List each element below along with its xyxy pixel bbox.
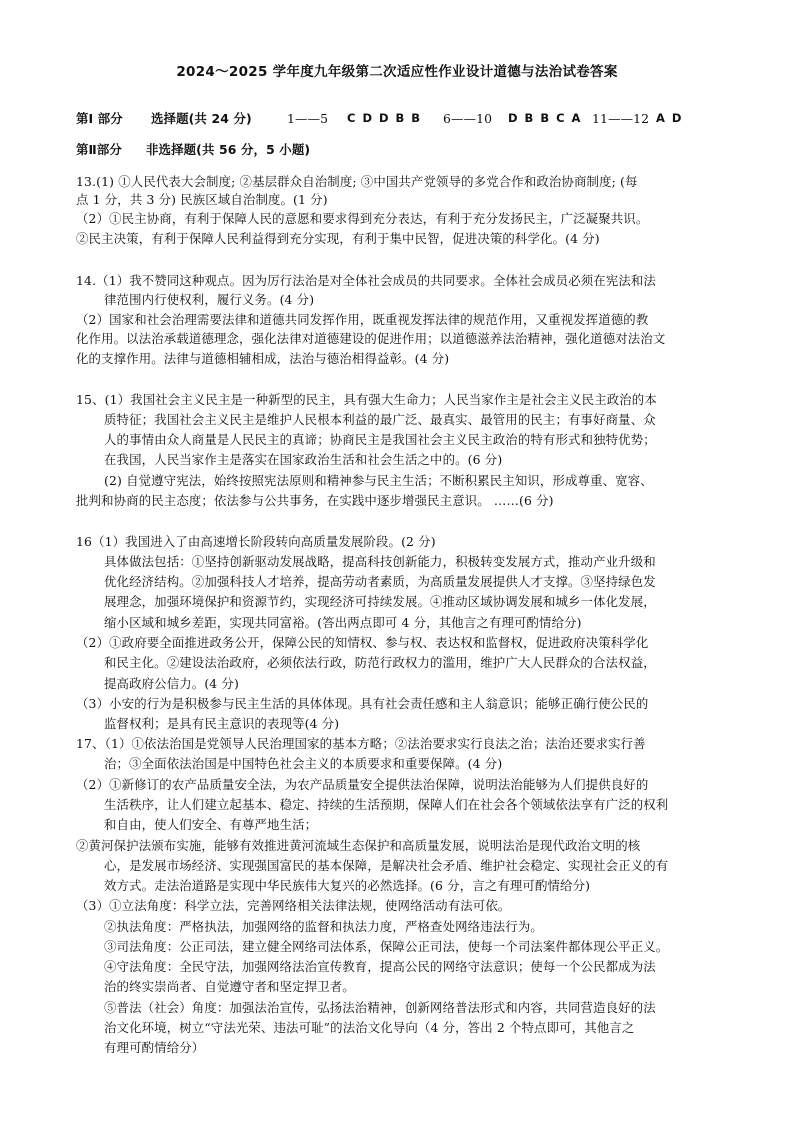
answer-line: 质特征；我国社会主义民主是维护人民根本利益的最广泛、最真实、最管用的民主；有事好商量、众 [104,412,656,427]
answer-line: ⑤普法（社会）角度：加强法治宣传，弘扬法治精神，创新网络普法形式和内容，共同营造良好的法 [104,1000,656,1015]
part1-range-1: 1——5 [287,111,329,126]
answer-line: ④守法角度：全民守法，加强网络法治宣传教育，提高公民的网络守法意识；使每一个公民都成为法 [104,959,656,974]
answer-line: （3）①立法角度：科学立法，完善网络相关法律法规，使网络活动有法可依。 [76,898,511,913]
answer-line: 缩小区域和城乡差距，实现共同富裕。(答出两点即可 4 分，其他言之有理可酌情给分) [104,615,582,630]
part1-answers-2: D B B C A [508,111,582,125]
answer-line: 治；③全面依法治国是中国特色社会主义的本质要求和重要保障。(4 分) [104,756,503,771]
answer-line: （2）①政府要全面推进政务公开，保障公民的知情权、参与权、表达权和监督权，促进政府决策科学化 [76,635,649,650]
answer-line: 15、(1）我国社会主义民主是一种新型的民主，具有强大生命力；人民当家作主是社会主义民主政治的本 [76,392,657,407]
answer-line: 化的支撑作用。法律与道德相辅相成，法治与德治相得益彰。(4 分) [76,351,450,366]
answer-line: ②黄河保护法颁布实施，能够有效推进黄河流域生态保护和高质量发展，说明法治是现代政治文明的核 [76,838,641,853]
answer-line: 律范围内行使权利，履行义务。(4 分) [104,292,315,307]
answer-line: 14.（1）我不赞同这种观点。因为厉行法治是对全体社会成员的共同要求。全体社会成员必须在宪法和法 [76,273,656,288]
answer-line: ②民主决策，有利于保障人民利益得到充分实现，有利于集中民智，促进决策的科学化。(4 分) [76,231,600,246]
answer-line: 批判和协商的民主态度；依法参与公共事务，在实践中逐步增强民主意识。 ……(6 分) [76,493,554,508]
part2-label: 第Ⅱ部分 [76,142,122,157]
answer-line: (2) 自觉遵守宪法，始终按照宪法原则和精神参与民主生活；不断积累民主知识，形成尊重、宽容、 [104,473,653,488]
answer-line: 优化经济结构。②加强科技人才培养，提高劳动者素质，为高质量发展提供人才支撑。③坚持绿色发 [104,574,656,589]
answer-line: 16（1）我国进入了由高速增长阶段转向高质量发展阶段。(2 分) [76,534,436,549]
answer-line: 生活秩序，让人们建立起基本、稳定、持续的生活预期，保障人们在社会各个领域依法享有广泛的权利 [104,797,669,812]
answer-line: 具体做法包括：①坚持创新驱动发展战略，提高科技创新能力，积极转变发展方式，推动产业升级和 [104,554,656,569]
answer-line: 13.(1) ①人民代表大会制度; ②基层群众自治制度; ③中国共产党领导的多党合作和政治协商制度; (每 [76,174,638,189]
part2-description: 非选择题(共 56 分，5 小题) [146,142,311,157]
part1-answers-1: C D D B B [347,111,422,125]
answer-line: 点 1 分，共 3 分) 民族区域自治制度。(1 分) [76,192,328,207]
answer-line: 和自由，使人们安全、有尊严地生活； [104,817,318,832]
answer-line: （3）小安的行为是积极参与民主生活的具体体现。具有社会责任感和主人翁意识；能够正确行使公民的 [76,696,649,711]
answer-line: 治文化环境，树立“守法光荣、违法可耻”的法治文化导向（4 分，答出 2 个特点即可，其他言之 [104,1020,635,1035]
answer-line: （2）①民主协商，有利于保障人民的意愿和要求得到充分表达，有利于充分发扬民主，广泛凝聚共识。 [76,211,649,226]
answer-line: 17、（1）①依法治国是党领导人民治理国家的基本方略；②法治要求实行良法之治；法治还要求实行善 [76,736,646,751]
answer-line: 和民主化。②建设法治政府，必须依法行政，防范行政权力的滥用，维护广大人民群众的合法权益， [104,655,656,670]
answer-line: ②执法角度：严格执法，加强网络的监督和执法力度，严格查处网络违法行为。 [104,919,543,934]
answer-line: 在我国，人民当家作主是落实在国家政治生活和社会生活之中的。(6 分) [104,452,503,467]
part1-range-2: 6——10 [443,111,493,126]
part1-range-3: 11——12 [592,111,650,126]
part1-answers-3: A D [656,111,683,125]
answer-line: 提高政府公信力。(4 分) [104,676,239,691]
answer-line: 心，是发展市场经济、实现强国富民的基本保障，是解决社会矛盾、维护社会稳定、实现社会正义的有 [104,858,669,873]
answer-line: 有理可酌情给分） [104,1040,205,1055]
part1-label: 第Ⅰ 部分 [76,111,123,126]
answer-line: ③司法角度：公正司法，建立健全网络司法体系，保障公正司法，使每一个司法案件都体现公平正义。 [104,939,669,954]
document-title: 2024～2025 学年度九年级第二次适应性作业设计道德与法治试卷答案 [176,64,618,80]
answer-line: 效方式。走法治道路是实现中华民族伟大复兴的必然选择。(6 分，言之有理可酌情给分) [104,878,591,893]
answer-line: 化作用。以法治承载道德理念，强化法律对道德建设的促进作用；以道德滋养法治精神，强化道德对法治文 [76,331,666,346]
answer-line: 人的事情由众人商量是人民民主的真谛；协商民主是我国社会主义民主政治的特有形式和独特优势； [104,432,656,447]
part1-description: 选择题(共 24 分) [151,111,252,126]
answer-line: （2）国家和社会治理需要法律和道德共同发挥作用，既重视发挥法律的规范作用，又重视发挥道德的教 [76,312,649,327]
answer-line: 治的终实崇尚者、自觉遵守者和坚定捍卫者。 [104,979,355,994]
answer-line: （2）①新修订的农产品质量安全法，为农产品质量安全提供法治保障，说明法治能够为人们提供良好的 [76,777,649,792]
answer-line: 监督权利；是具有民主意识的表现等(4 分) [104,716,340,731]
answer-line: 展理念，加强环境保护和资源节约，实现经济可持续发展。④推动区域协调发展和城乡一体化发展， [104,594,656,609]
